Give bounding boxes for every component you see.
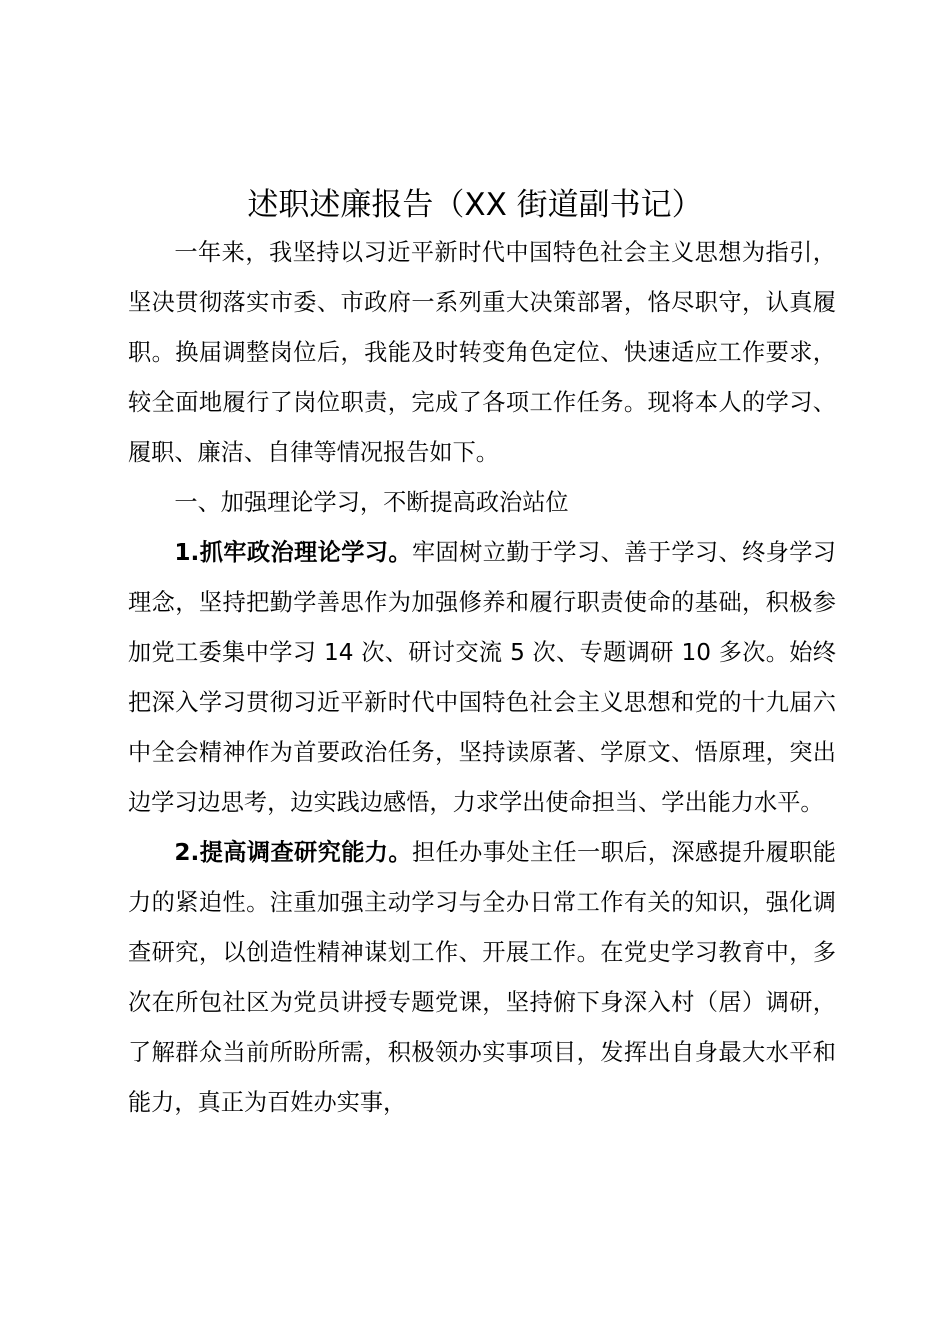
section-heading: 一、加强理论学习，不断提高政治站位 [174, 489, 569, 516]
intro-paragraph: 一年来，我坚持以习近平新时代中国特色社会主义思想为指引，坚决贯彻落实市委、市政府一系列重大决策部署，恪尽职守，认真履职。换届调整岗位后，我能及时转变角色定位、快速适应工作要求，较全面地履行了岗位职责，完成了各项工作任务。现将本人的学习、履职、廉洁、自律等情况报告如下。 [128, 239, 836, 466]
item-text-2: 担任办事处主任一职后，深感提升履职能力的紧迫性。注重加强主动学习与全办日常工作有关的知识，强化调查研究，以创造性精神谋划工作、开展工作。在党史学习教育中，多次在所包社区为党员讲授专题党课，坚持俯下身深入村（居）调研，了解群众当前所盼所需，积极领办实事项目，发挥出自身最大水平和能力，真正为百姓办实事， [128, 839, 836, 1116]
item-paragraph-1 [128, 528, 836, 828]
item-lead-1: 1.抓牢政治理论学习。 [174, 539, 412, 566]
item-paragraph-2 [128, 828, 836, 1128]
item-text-1: 牢固树立勤于学习、善于学习、终身学习理念，坚持把勤学善思作为加强修养和履行职责使命的基础，积极参加党工委集中学习 14 次、研讨交流 5 次、专题调研 10 多次。始终把深入学习贯彻习近平新时代中国特色社会主义思想和党的十九届六中全会精神作为首要政治任务，坚持读原著、学原文、悟原理，突出边学习边思考，边实践边感悟，力求学出使命担当、学出能力水平。 [128, 539, 836, 816]
item-lead-2: 2.提高调查研究能力。 [174, 839, 412, 866]
document-title: 述职述廉报告（XX 街道副书记） [247, 187, 703, 223]
document-body [128, 228, 836, 1128]
